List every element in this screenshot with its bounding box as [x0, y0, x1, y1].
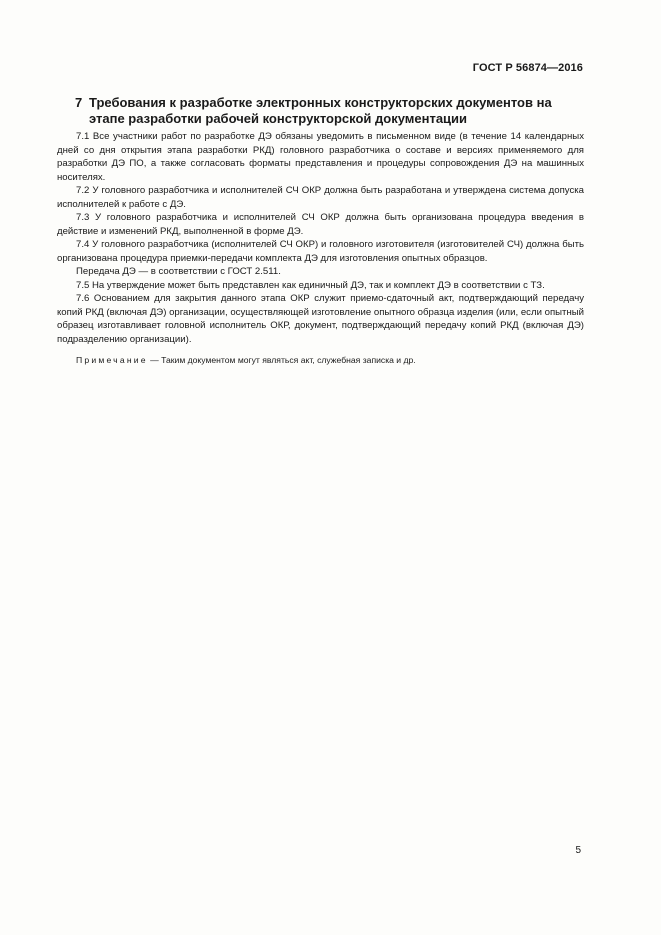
paragraph-7-4: 7.4 У головного разработчика (исполнителей СЧ ОКР) и головного изготовителя (изготовителей СЧ) должна быть организована процедура приемки-передачи комплекта ДЭ для изготовления опытных образцов.	[57, 239, 584, 264]
paragraph-transfer: Передача ДЭ — в соответствии с ГОСТ 2.511.	[76, 266, 281, 277]
paragraph-7-3: 7.3 У головного разработчика и исполнителей СЧ ОКР должна быть организована процедура введения в действие и изменений РКД, выполненной в форме ДЭ.	[57, 212, 584, 237]
paragraph-7-5: 7.5 На утверждение может быть представлен как единичный ДЭ, так и комплект ДЭ в соответствии с ТЗ.	[76, 279, 545, 291]
section-heading	[75, 95, 575, 127]
paragraph-7-1: 7.1 Все участники работ по разработке ДЭ обязаны уведомить в письменном виде (в течение 14 календарных дней со дня открытия этапа разработки РКД) головного разработчика о составе и версиях применяемого для разработки ДЭ ПО, а также согласовать форматы представления и процедуры сопровождения ДЭ на машинных носителях.	[57, 131, 584, 183]
page-number: 5	[575, 845, 581, 856]
note-text: — Таким документом могут являться акт, служебная записка и др.	[147, 355, 416, 365]
note	[57, 354, 584, 368]
paragraph-7-2: 7.2 У головного разработчика и исполнителей СЧ ОКР должна быть разработана и утверждена система допуска исполнителей к работе с ДЭ.	[57, 185, 584, 210]
note-label: Примечание	[76, 355, 148, 365]
paragraph-7-6: 7.6 Основанием для закрытия данного этапа ОКР служит приемо-сдаточный акт, подтверждающий передачу копий РКД (включая ДЭ) организации, осуществляющей изготовление опытного образца изделия (или, если опытный образец изготавливает головной исполнитель ОКР, документ, подтверждающий передачу копий РКД (включая ДЭ) подразделению организации).	[57, 293, 584, 345]
section-number: 7	[75, 95, 83, 110]
document-code: ГОСТ Р 56874—2016	[472, 62, 583, 74]
section-body	[57, 130, 584, 368]
section-title: Требования к разработке электронных конструкторских документов на этапе разработки рабочей конструкторской документации	[89, 95, 552, 126]
